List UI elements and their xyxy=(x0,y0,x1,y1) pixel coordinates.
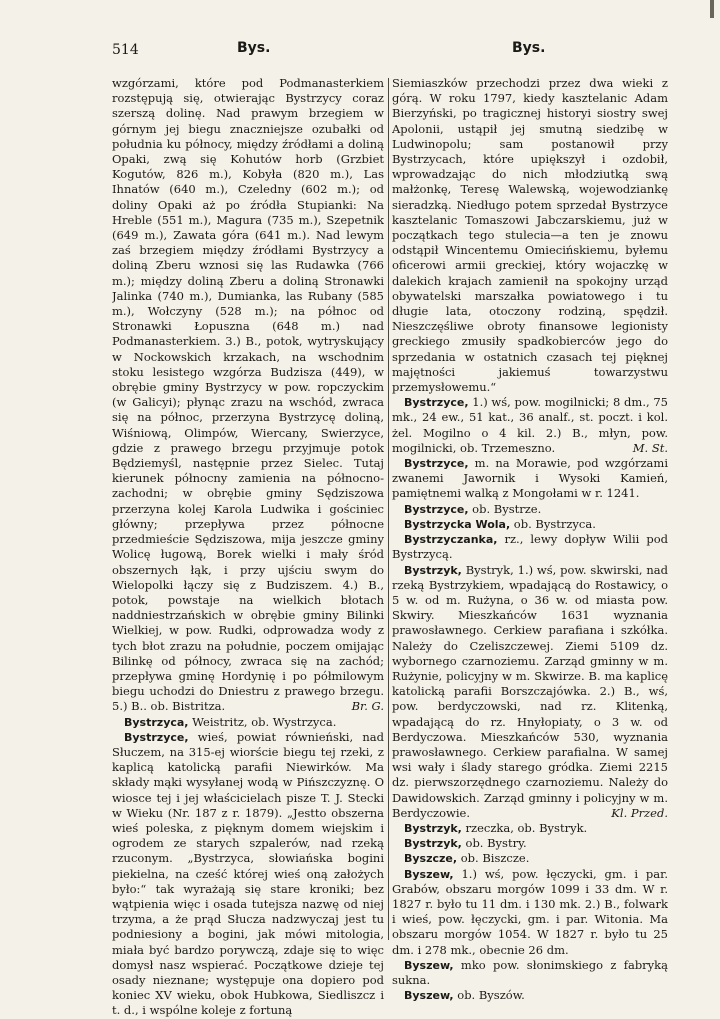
entry-text: wieś, powiat równieński, nad Słuczem, na 315-ej wiorście biegu tej rzeki, z kaplicą katolicką parafii Niewirków. Ma składy mąki wysyłanej wodą w Pińszczyznę. O wiosce tej i jej właścicielach pisze T. J. Stecki w Wieku (Nr. 187 z r. 1879). „Jestto obszerna wieś poleska, z pięknym domem wiejskim i ogrodem ze starych szpalerów, nad rzeką rzuconym. „Bystrzyca, słowiańska bogini piekielna, na cześć której wieś oną założych było:“ tak wyrażają się stare kroniki; bez wątpienia więc i osada tutejsza nazwę od niej trzyma, a że prąd Słucza nadzwyczaj jest tu podniesiony a bogini, jak mówi mitologia, miała być bardzo porywczą, zdaje się to więc domysł nasz wspierać. Początkowe dzieje tej osady nieznane; występuje ona dopiero pod koniec XV wieku, obok Hubkowa, Siedliszcz i t. d., i wspólne koleje z fortuną xyxy=(112,729,384,1018)
entry-text: 1.) wś, pow. mogilnicki; 8 dm., 75 mk., 24 ew., 51 kat., 36 analf., st. poczt. i kol. żel. Mogilno o 4 kil. 2.) B., młyn, pow. mogilnicki, ob. Trzemeszno. xyxy=(392,395,668,455)
entry-text: Siemiaszków przechodzi przez dwa wieki z górą. W roku 1797, kiedy kasztelanic Adam Bierzyński, po tragicznej historyi siostry swej Apolonii, ustąpił jej smutną siedzibę w Ludwinopolu; sam postanowił przy Bystrzycach, które upiększył i ozdobił, wprowadzając do nich młodziutką swą małżonkę, Teresę Walewską, wojewodziankę sieradzką. Niedługo potem sprzedał Bystrzyce kasztelanic Tomaszowi Jabczarskiemu, już w początkach tego stulecia—a ten je znowu odstąpił Wincentemu Omiecińskiemu, byłemu oficerowi armii greckiej, który wojaczkę w dalekich krajach zamienił na spokojny urząd obywatelski marszałka powiatowego i tu długie lata, otoczony rodziną, spędził. Nieszczęśliwe obroty finansowe legionisty greckiego zmusiły spadkobierców jego do sprzedania w ostatnich czasach tej pięknej majętności jakiemuś towarzystwu przemysłowemu.“ xyxy=(392,76,668,395)
entry xyxy=(392,395,668,456)
entry-headword: Bystrzycka Wola, xyxy=(404,517,511,531)
scan-edge-mark xyxy=(710,0,714,18)
entry-headword: Bystrzyk, xyxy=(404,563,462,577)
entry xyxy=(112,715,384,730)
entry xyxy=(392,851,668,866)
entry-headword: Bystrzyk, xyxy=(404,837,462,851)
entry-text: 1.) wś, pow. łęczycki, gm. i par. Grabów, obszaru morgów 1099 i 33 dm. W r. 1827 r. było tu 11 dm. i 130 mk. 2.) B., folwark i wieś, pow. łęczycki, gm. i par. Witonia. Ma obszaru morgów 1054. W 1827 r. było tu 25 dm. i 278 mk., obecnie 26 dm. xyxy=(392,866,668,957)
entry-headword: Bystrzyce, xyxy=(124,730,189,744)
left-column xyxy=(112,76,384,1019)
entry-headword: Bystrzyce, xyxy=(404,457,469,471)
entry-text: Bystryk, 1.) wś, pow. skwirski, nad rzeką Bystrzykiem, wpadającą do Rostawicy, o 5 w. od m. Rużyna, o 36 w. od miasta pow. Skwiry. Mieszkańców 1631 wyznania prawosławnego. Cerkiew parafiana i szkółka. Należy do Czeliszczewej. Ziemi 5109 dz. wybornego czarnoziemu. Zarząd gminny w m. Rużynie, policyjny w m. Skwirze. B. ma kaplicę katolicką parafii Borszczajówka. 2.) B., wś, pow. berdyczowski, nad rz. Klitenką, wpadającą do rz. Hnyłopiaty, o 3 w. od Berdyczowa. Mieszkańców 530, wyznania prawosławnego. Cerkiew parafialna. W samej wsi wały i ślady starego gródka. Ziemi 2215 dz. pierwszorzędnego czarnoziemu. Należy do Dawidowskich. Zarząd gminny i policyjny w m. Berdyczowie. xyxy=(392,562,668,820)
column-divider xyxy=(388,78,389,940)
running-head-left: Bys. xyxy=(237,40,271,56)
entry-text: ob. Bystrzyca. xyxy=(510,516,596,531)
entry xyxy=(392,76,668,395)
entry-text: ob. Bystrze. xyxy=(468,501,542,516)
entry-signature: Kl. Przed. xyxy=(611,805,668,820)
entry xyxy=(392,988,668,1003)
page-number: 514 xyxy=(112,42,139,58)
entry xyxy=(392,958,668,988)
right-column xyxy=(392,76,668,1003)
entry-signature: M. St. xyxy=(632,440,668,455)
entry-text: Weistritz, ob. Wystrzyca. xyxy=(188,714,337,729)
entry-signature: Br. G. xyxy=(351,699,384,714)
running-head-right: Bys. xyxy=(512,40,546,56)
entry xyxy=(392,563,668,821)
entry xyxy=(392,517,668,532)
entry-text: wzgórzami, które pod Podmanasterkiem rozstępują się, otwierając Bystrzycy coraz szerszą dolinę. Nad prawym brzegiem w górnym jej biegu znaczniejsze ozubałki od południa ku północy, między źródłami a doliną Opaki, zwą się Kohutów horb (Grzbiet Kogutów, 826 m.), Kobyła (820 m.), Las Ihnatów (640 m.), Czeledny (602 m.); od doliny Opaki aż po źródła Stupianki: Na Hreble (551 m.), Magura (735 m.), Szepetnik (649 m.), Zawata góra (641 m.). Nad lewym zaś brzegiem między źródłami Bystrzycy a doliną Zberu wznosi się las Rudawka (766 m.); między doliną Zberu a doliną Stronawki Jalinka (740 m.), Dumianka, las Rubany (585 m.), Wołczyny (528 m.); na północ od Stronawki Łopuszna (648 m.) nad Podmanasterkiem. 3.) B., potok, wytryskujący w Nockowskich krzakach, na wschodnim stoku lesistego wzgórza Budzisza (449), w obrębie gminy Bystrzycy w pow. ropczyckim (w Galicyi); płynąc zrazu na wschód, zwraca się na północ, przerzyna Bystrzycę doliną, Wiśniową, Olimpów, Wiercany, Swierzyce, gdzie z prawego brzegu przyjmuje potok Będziemyśl, następnie przez Sielec. Tutaj kierunek północny zamienia na północno-zachodni; w obrębie gminy Sędziszowa przerzyna kolej Karola Ludwika i gościniec główny; przepływa przez północne przedmieście Sędziszowa, mija jeszcze gminy Wolicę ługową, Borek wielki i mały śród obszernych łąk, i przy ujściu swym do Wielopolki łączy się z Budziszem. 4.) B., potok, powstaje na wielkich błotach naddniestrzańskich w obrębie gminy Bilinki Wielkiej, w pow. Rudki, odprowadza wody z tych błot zrazu na południe, poczem omijając Bilinkę od północy, zwraca się na zachód; przepływa gminę Hordynię i po półmilowym biegu uchodzi do Dniestru z prawego brzegu. 5.) B.. ob. Bistritza. xyxy=(112,76,384,714)
entry-headword: Byszew, xyxy=(404,989,454,1003)
entry-headword: Bystrzyce, xyxy=(404,396,469,410)
entry-text: ob. Biszcze. xyxy=(457,851,530,866)
entry xyxy=(112,730,384,1019)
entry xyxy=(392,502,668,517)
entry-text: rzeczka, ob. Bystryk. xyxy=(461,820,588,835)
entry-headword: Bystrzyce, xyxy=(404,502,469,516)
entry-text: m. na Morawie, pod wzgórzami zwanemi Jawornik i Wysoki Kamień, pamiętnemi walką z Mongołami w r. 1241. xyxy=(392,456,668,501)
entry-headword: Byszcze, xyxy=(404,852,458,866)
entry-headword: Byszew, xyxy=(404,958,454,972)
entry xyxy=(112,76,384,715)
entry-text: ob. Bystry. xyxy=(461,836,527,851)
entry-text: rz., lewy dopływ Wilii pod Bystrzycą. xyxy=(392,532,668,562)
entry-headword: Bystrzyca, xyxy=(124,715,189,729)
entry-headword: Byszew, xyxy=(404,867,454,881)
entry xyxy=(392,821,668,836)
entry xyxy=(392,836,668,851)
entry-headword: Bystrzyczanka, xyxy=(404,533,498,547)
entry xyxy=(392,867,668,958)
entry-text: ob. Byszów. xyxy=(453,988,525,1003)
entry xyxy=(392,456,668,502)
entry-text: mko pow. słonimskiego z fabryką sukna. xyxy=(392,957,668,987)
entry xyxy=(392,532,668,562)
entry-headword: Bystrzyk, xyxy=(404,821,462,835)
page-header xyxy=(112,42,587,64)
